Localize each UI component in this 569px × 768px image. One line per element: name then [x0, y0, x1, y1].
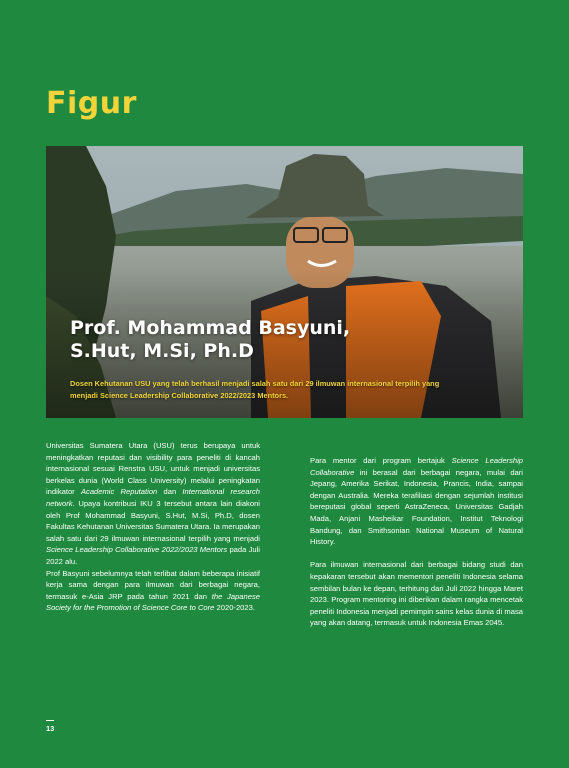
italic-span: Science Leadership Collaborative	[310, 456, 523, 477]
person-name-line-1: Prof. Mohammad Basyuni,	[70, 317, 351, 339]
italic-span: International research network	[46, 487, 260, 508]
left-paragraph-1	[46, 440, 260, 568]
text-span: . Upaya kontribusi IKU 3 tersebut antara lain diakoni oleh Prof Mohammad Basyuni, S.Hut, M.Si, Ph.D, dosen Fakultas Kehutanan Universitas Sumatera Utara. Ia merupakan salah satu dari 29 ilmuwan internasional terpilih yang menjadi	[46, 498, 260, 543]
text-span: ini berasal dari berbagai negara, mulai dari Jepang, Amerika Serikat, Indonesia, Prancis, India, sampai dengan Australia. Mereka terafiliasi dengan sejumlah institusi bereputasi global seperti AstraZeneca, Universitas Gadjah Mada, Anjani Masheikar Foundation, Institut Teknologi Bandung, dan Smithsonian National Museum of Natural History.	[310, 467, 523, 547]
right-paragraph-1	[310, 455, 523, 548]
italic-span: Academic Reputation	[80, 487, 158, 497]
left-column	[46, 440, 260, 614]
photo-caption-line-1: Dosen Kehutanan USU yang telah berhasil menjadi salah satu dari 29 ilmuwan internasional terpilih yang	[70, 379, 440, 388]
photo-caption-line-2: menjadi Science Leadership Collaborative 2022/2023 Mentors.	[70, 391, 289, 400]
right-column	[310, 455, 523, 629]
hero-photo	[46, 146, 523, 418]
person-name	[70, 317, 490, 363]
left-paragraph-2	[46, 568, 260, 614]
text-span: 2020-2023.	[214, 603, 255, 613]
text-span: Para mentor dari program bertajuk	[310, 456, 452, 465]
text-span: Universitas Sumatera Utara (USU) terus berupaya untuk meningkatkan reputasi dan visibility para peneliti di kancah internasional sesuai Renstra USU, untuk menjadi universitas berkelas dunia (World Class University) melalui peningkatan indikator	[46, 441, 260, 497]
page-number-rule	[46, 720, 54, 721]
text-span: pada Juli 2022 alu.	[46, 545, 260, 566]
italic-span: Science Leadership Collaborative 2022/2023 Mentors	[46, 545, 228, 555]
person-name-line-2: S.Hut, M.Si, Ph.D	[70, 340, 254, 362]
italic-span: the Japanese Society for the Promotion of Science Core to Core	[46, 591, 260, 613]
section-title: Figur	[46, 86, 137, 121]
text-span: Prof Basyuni sebelumnya telah terlibat dalam beberapa inisiatif kerja sama dengan para ilmuwan dari berbagai negara, termasuk e-Asia JRP pada tahun 2021 dan	[46, 568, 260, 601]
right-paragraph-2: Para ilmuwan internasional dari berbagai bidang studi dan kepakaran tersebut akan mementori peneliti Indonesia selama sembilan bulan ke depan, terhitung dari Juli 2022 hingga Maret 2023. Program mentoring ini diberikan dalam rangka mencetak peneliti Indonesia menjadi pemimpin sains kelas dunia di masa yang akan datang, termasuk untuk Indonesia Emas 2045.	[310, 560, 523, 628]
photo-caption	[70, 378, 470, 402]
page-number: 13	[46, 724, 55, 733]
text-span: dan	[157, 487, 183, 497]
